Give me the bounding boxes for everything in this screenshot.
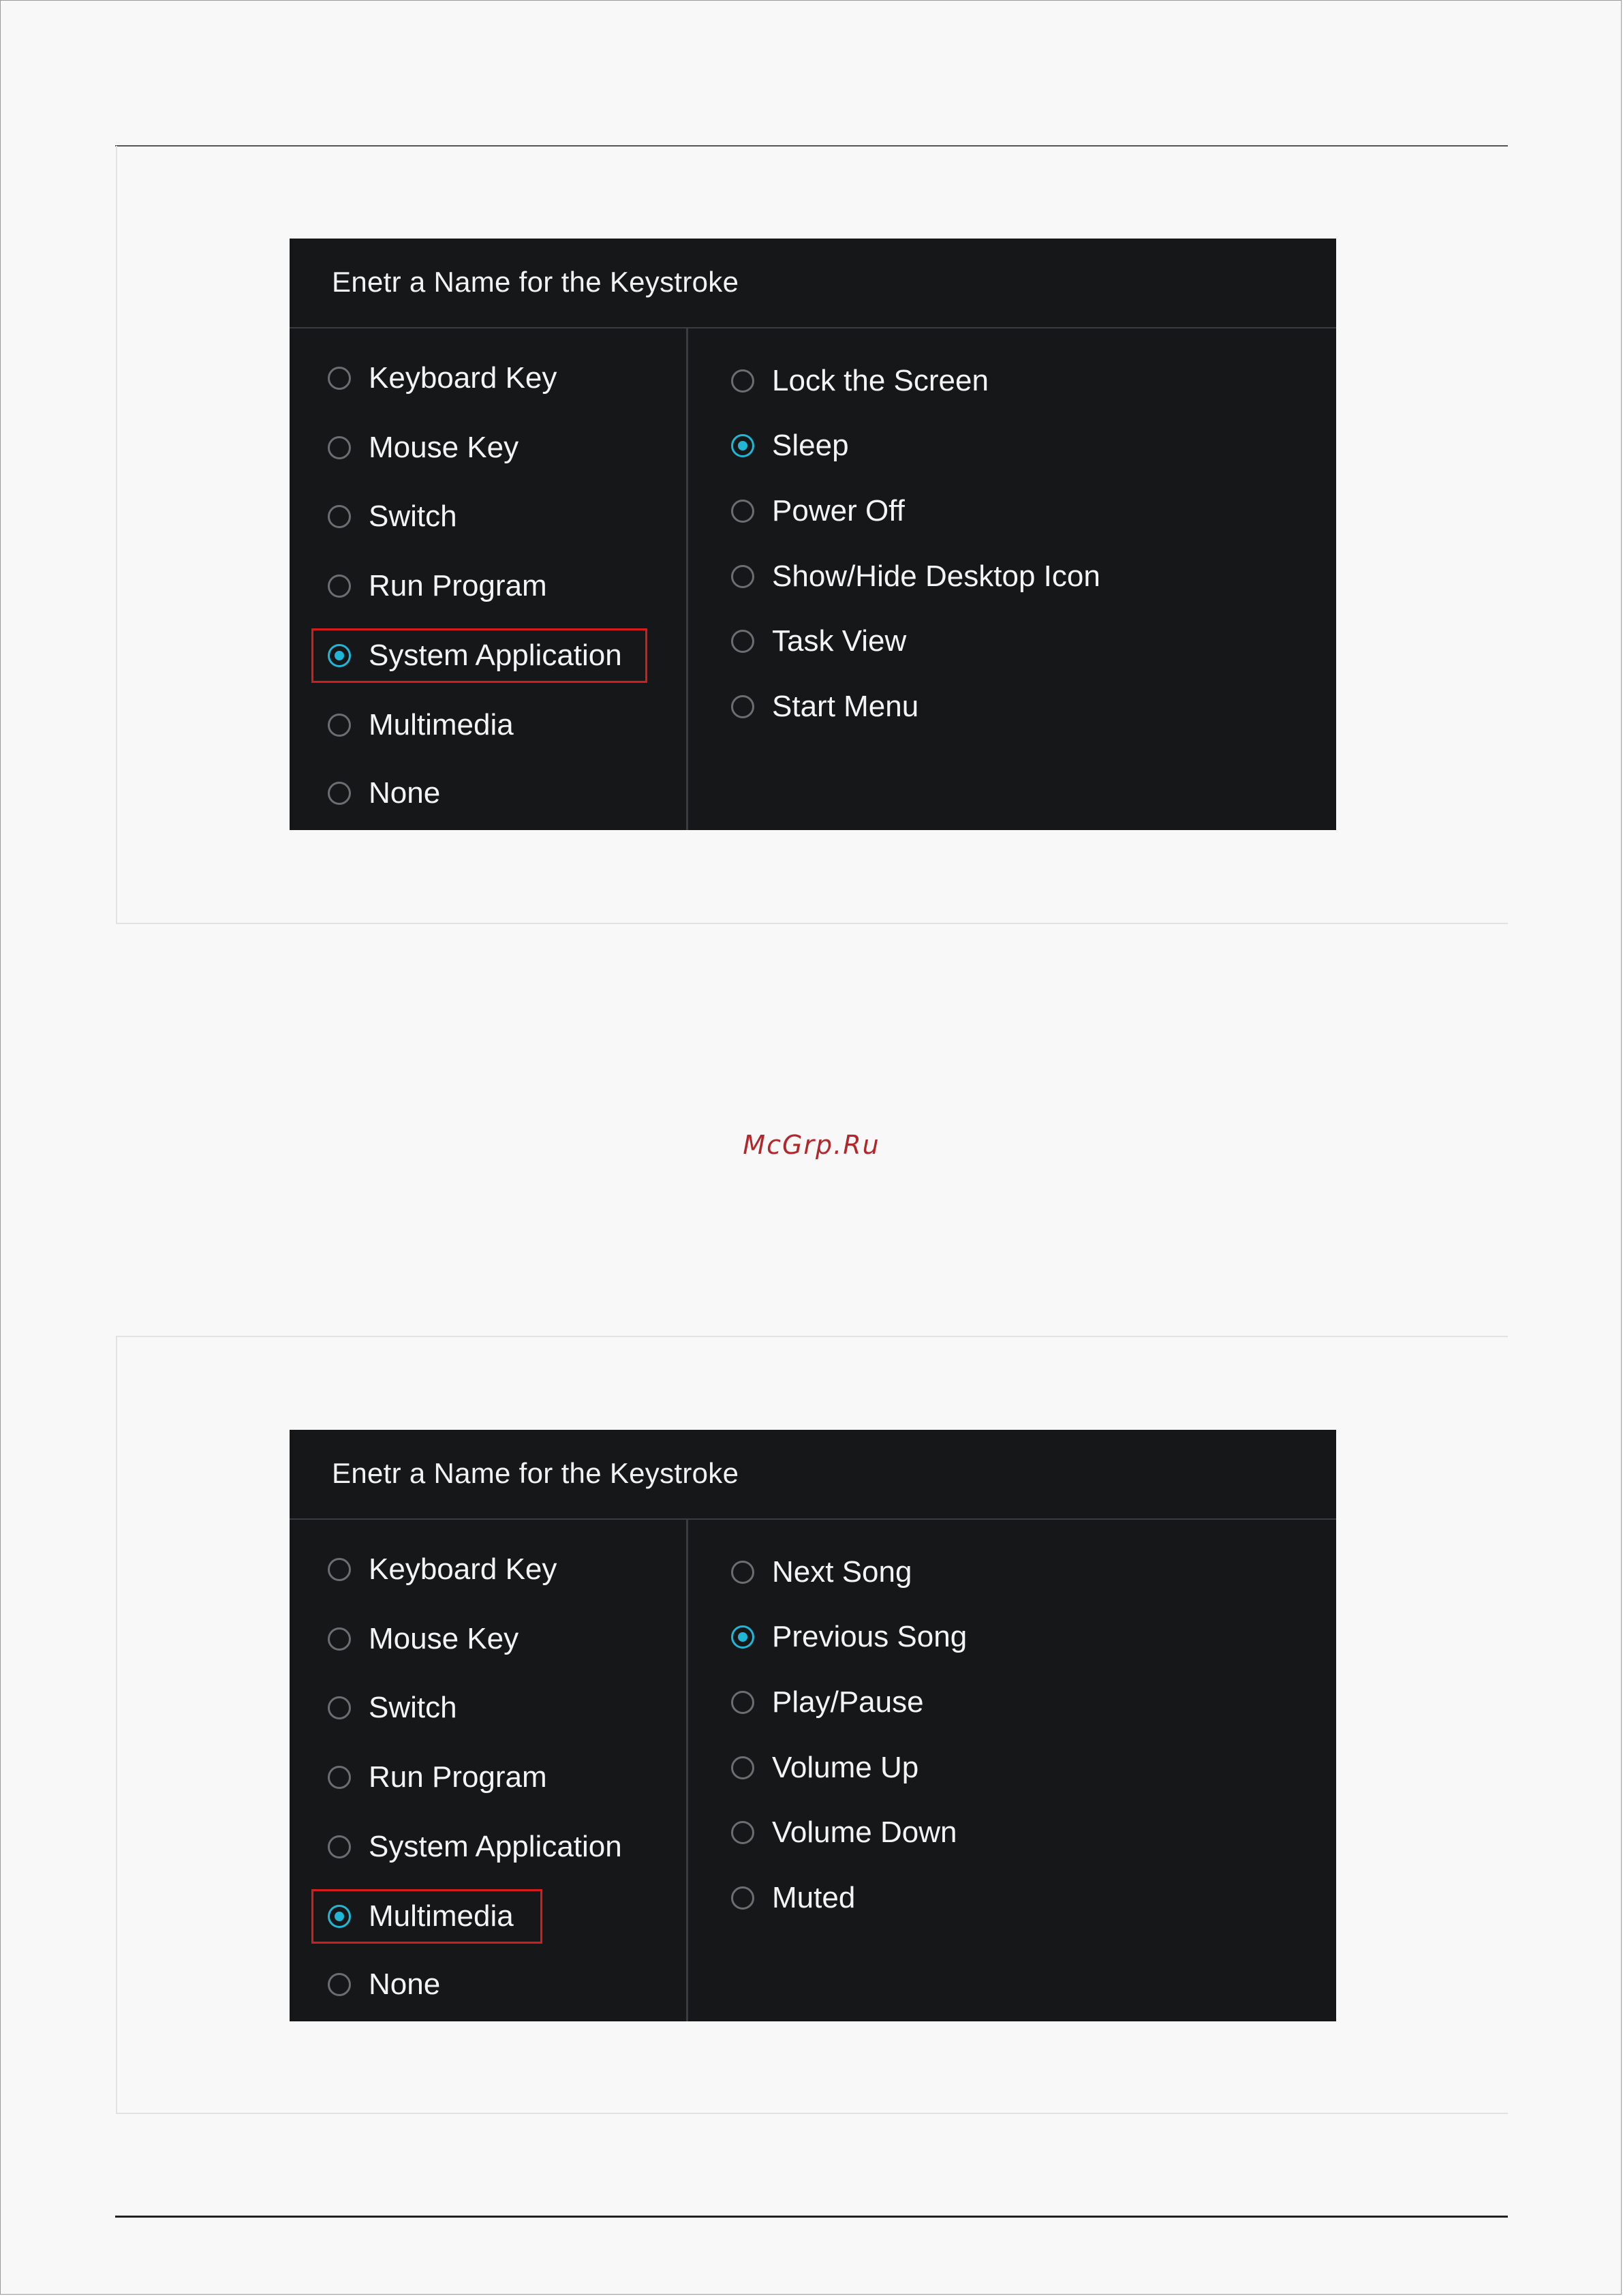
option-label: None [369,776,441,810]
option-start-menu[interactable] [731,690,918,724]
option-label: Run Program [369,569,547,602]
category-keyboard-key[interactable] [328,361,557,395]
radio-icon [328,505,351,528]
radio-selected-icon [328,644,351,667]
radio-icon [328,782,351,805]
category-multimedia[interactable] [328,708,514,742]
category-none[interactable] [328,776,440,810]
category-multimedia[interactable] [328,1899,514,1933]
radio-selected-icon [731,434,754,457]
dialog-body [290,1520,1336,2021]
option-label: Next Song [772,1555,912,1589]
option-label: Play/Pause [772,1685,924,1719]
option-play-pause[interactable] [731,1685,924,1719]
multimedia-options [688,1520,1336,2021]
radio-icon [328,436,351,459]
option-label: Mouse Key [369,431,519,464]
option-task-view[interactable] [731,624,906,658]
option-label: Mouse Key [369,1622,519,1655]
option-label: Show/Hide Desktop Icon [772,560,1100,593]
option-label: Multimedia [369,1899,514,1933]
keystroke-dialog-multimedia [290,1430,1336,2021]
option-label: Volume Down [772,1816,957,1849]
option-power-off[interactable] [731,494,905,528]
radio-icon [731,500,754,523]
category-system-application[interactable] [328,639,622,673]
option-volume-down[interactable] [731,1816,957,1850]
radio-icon [731,1886,754,1910]
radio-icon [328,1696,351,1719]
radio-icon [328,1627,351,1651]
category-list [290,1520,688,2021]
option-lock-the-screen[interactable] [731,364,989,398]
option-next-song[interactable] [731,1555,912,1589]
option-show-hide-desktop-icon[interactable] [731,560,1100,594]
option-muted[interactable] [731,1881,855,1915]
radio-selected-icon [731,1625,754,1649]
option-label: Sleep [772,429,849,462]
radio-icon [328,1973,351,1996]
category-mouse-key[interactable] [328,431,519,465]
category-none[interactable] [328,1968,440,2002]
category-switch[interactable] [328,500,457,534]
option-label: Task View [772,624,907,658]
option-label: Run Program [369,1760,547,1794]
option-label: System Application [369,639,622,672]
option-label: Muted [772,1881,856,1914]
category-system-application[interactable] [328,1830,622,1864]
radio-icon [731,1756,754,1779]
screenshot-frame-system-application [116,146,1508,924]
category-run-program[interactable] [328,1760,547,1794]
radio-icon [731,565,754,588]
option-label: None [369,1968,441,2001]
radio-icon [328,1558,351,1581]
category-switch[interactable] [328,1691,457,1725]
option-label: Keyboard Key [369,361,557,395]
option-label: Keyboard Key [369,1552,557,1586]
keystroke-dialog-system-application [290,239,1336,830]
radio-icon [731,1691,754,1714]
radio-icon [328,1766,351,1789]
radio-icon [731,1561,754,1584]
option-label: Volume Up [772,1751,919,1784]
category-keyboard-key[interactable] [328,1552,557,1587]
radio-icon [328,575,351,598]
option-label: Start Menu [772,690,919,723]
option-volume-up[interactable] [731,1751,918,1785]
option-previous-song[interactable] [731,1620,967,1654]
option-label: Switch [369,1691,457,1724]
option-label: Switch [369,500,457,533]
radio-icon [731,1821,754,1844]
radio-icon [731,695,754,718]
option-label: Multimedia [369,708,514,741]
option-sleep[interactable] [731,429,849,463]
option-label: Power Off [772,494,905,527]
dialog-body [290,328,1336,830]
dialog-title: Enetr a Name for the Keystroke [290,239,1336,328]
dialog-title: Enetr a Name for the Keystroke [290,1430,1336,1520]
screenshot-frame-multimedia [116,1336,1508,2114]
radio-icon [731,630,754,653]
category-run-program[interactable] [328,569,547,603]
radio-icon [328,714,351,737]
category-mouse-key[interactable] [328,1622,519,1656]
radio-icon [731,369,754,393]
option-label: Previous Song [772,1620,968,1653]
radio-selected-icon [328,1905,351,1928]
radio-icon [328,367,351,390]
option-label: Lock the Screen [772,364,989,397]
bottom-rule [115,2216,1508,2218]
system-application-options [688,328,1336,830]
watermark: McGrp.Ru [743,1130,880,1160]
option-label: System Application [369,1830,622,1863]
radio-icon [328,1835,351,1858]
category-list [290,328,688,830]
